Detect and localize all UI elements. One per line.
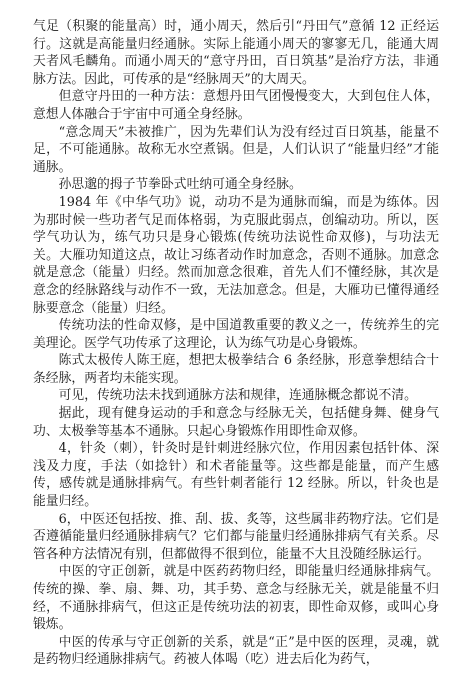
paragraph: 但意守丹田的一种方法：意想丹田气团慢慢变大，大到包住人体，意想人体融合于宇宙中可通全身经脉。	[33, 89, 439, 122]
paragraph: 中医的守正创新，就是中医药药物归经，即能量归经通脉排病气。传统的操、拳、扇、舞、功，其手势、意念与经脉无关，就是能量不归经，不通脉排病气，但这正是传统功法的初衷，即性命双修，或叫心身锻炼。	[33, 564, 439, 633]
paragraph: 据此，现有健身运动的手和意念与经脉无关，包括健身舞、健身气功、太极拳等基本不通脉。只起心身锻炼作用即性命双修。	[33, 406, 439, 439]
paragraph: 陈式太极传人陈王庭，想把太极拳结合 6 条经脉，形意拳想结合十条经脉，两者均未能实现。	[33, 353, 439, 386]
paragraph: 气足（积聚的能量高）时，通小周天，然后引“丹田气”意循 12 正经运行。这就是高能量归经通脉。实际上能通小周天的寥寥无几，能通大周天者风毛麟角。而通小周天的“意守丹田，百日筑基”是治疗方法，非通脉方法。因此，可传承的是“经脉周天”的大周天。	[33, 19, 439, 87]
paragraph: 传统功法的性命双修，是中国道教重要的教义之一，传统养生的完美理论。医学气功传承了这理论，认为练气功是心身锻炼。	[33, 318, 439, 351]
paragraph: 孙思邈的拇子节拳卧式吐纳可通全身经脉。	[58, 177, 302, 193]
paragraph: 4，针灸（刺），针灸时是针刺进经脉穴位，作用因素包括针体、深浅及力度，手法（如捻针）和术者能量等。这些都是能量，而产生感传，感传就是通脉排病气。有些针刺者能行 12 经脉。所以，针灸也是能量归经。	[33, 441, 439, 510]
paragraph: “意念周天”未被推广，因为先辈们认为没有经过百日筑基，能量不足，不可能通脉。故称无水空煮锅。但是，人们认识了“能量归经”才能通脉。	[33, 124, 439, 175]
paragraph: 6，中医还包括按、推、刮、拔、炙等，这些属非药物疗法。它们是否遵循能量归经通脉排病气？它们都与能量归经通脉排病气有关系。尽管各种方法情况有别，但都做得不很到位，能量不大且没随经脉运行。	[33, 511, 439, 562]
paragraph: 可见，传统功法未找到通脉方法和规律，连通脉概念都说不清。	[58, 388, 417, 404]
paragraph: 中医的传承与守正创新的关系，就是“正”是中医的医理，灵魂，就是药物归经通脉排病气。药被人体喝（吃）进去后化为药气，	[33, 634, 439, 668]
paragraph: 1984 年《中华气功》说，动功不是为通脉而编，而是为练体。因为那时候一些功者气足而体格弱，为克服此弱点，创编动功。所以，医学气功认为，练气功只是身心锻炼(传统功法说性命双修)，与功法无关。大雁功知道这点，故让习练者动作时加意念，否则不通脉。加意念就是意念（能量）归经。然而加意念很难，首先人们不懂经脉，其次是意念的经脉路线与动作不一致，无法加意念。但是，大雁功已懂得通经脉要意念（能量）归经。	[33, 194, 439, 316]
